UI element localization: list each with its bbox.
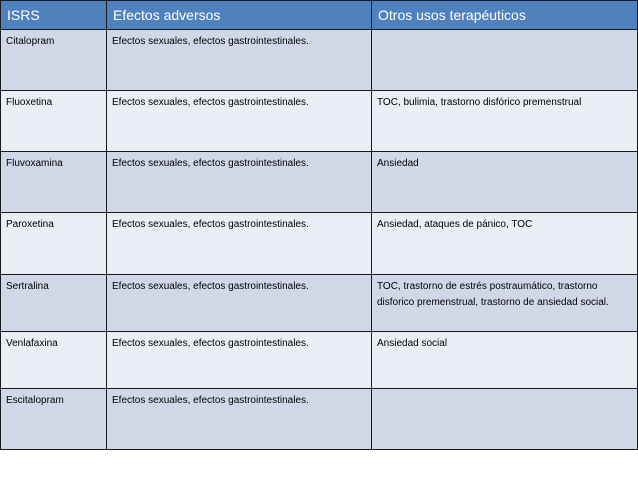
adverse-effects-cell: Efectos sexuales, efectos gastrointestinales. (107, 275, 372, 332)
drug-cell: Paroxetina (1, 213, 107, 275)
table-row (1, 332, 638, 389)
other-uses-cell (372, 30, 638, 91)
drug-cell: Fluvoxamina (1, 152, 107, 213)
adverse-effects-cell: Efectos sexuales, efectos gastrointestinales. (107, 213, 372, 275)
other-uses-cell: Ansiedad, ataques de pánico, TOC (372, 213, 638, 275)
drug-cell: Citalopram (1, 30, 107, 91)
header-efectos-adversos: Efectos adversos (107, 1, 372, 30)
drug-cell: Sertralina (1, 275, 107, 332)
drug-cell: Venlafaxina (1, 332, 107, 389)
table-row (1, 91, 638, 152)
other-uses-cell: Ansiedad social (372, 332, 638, 389)
other-uses-cell: TOC, bulimia, trastorno disfórico premenstrual (372, 91, 638, 152)
header-isrs: ISRS (1, 1, 107, 30)
adverse-effects-cell: Efectos sexuales, efectos gastrointestinales. (107, 389, 372, 450)
other-uses-cell: Ansiedad (372, 152, 638, 213)
adverse-effects-cell: Efectos sexuales, efectos gastrointestinales. (107, 332, 372, 389)
table-row (1, 30, 638, 91)
table-row (1, 389, 638, 450)
drug-cell: Escitalopram (1, 389, 107, 450)
other-uses-cell (372, 389, 638, 450)
adverse-effects-cell: Efectos sexuales, efectos gastrointestinales. (107, 91, 372, 152)
table-row (1, 213, 638, 275)
header-otros-usos: Otros usos terapéuticos (372, 1, 638, 30)
drug-cell: Fluoxetina (1, 91, 107, 152)
table-row (1, 275, 638, 332)
other-uses-cell: TOC, trastorno de estrés postraumático, trastorno disforico premenstrual, trastorno de ansiedad social. (372, 275, 638, 332)
table-row (1, 152, 638, 213)
adverse-effects-cell: Efectos sexuales, efectos gastrointestinales. (107, 30, 372, 91)
table-header-row (1, 1, 638, 30)
adverse-effects-cell: Efectos sexuales, efectos gastrointestinales. (107, 152, 372, 213)
